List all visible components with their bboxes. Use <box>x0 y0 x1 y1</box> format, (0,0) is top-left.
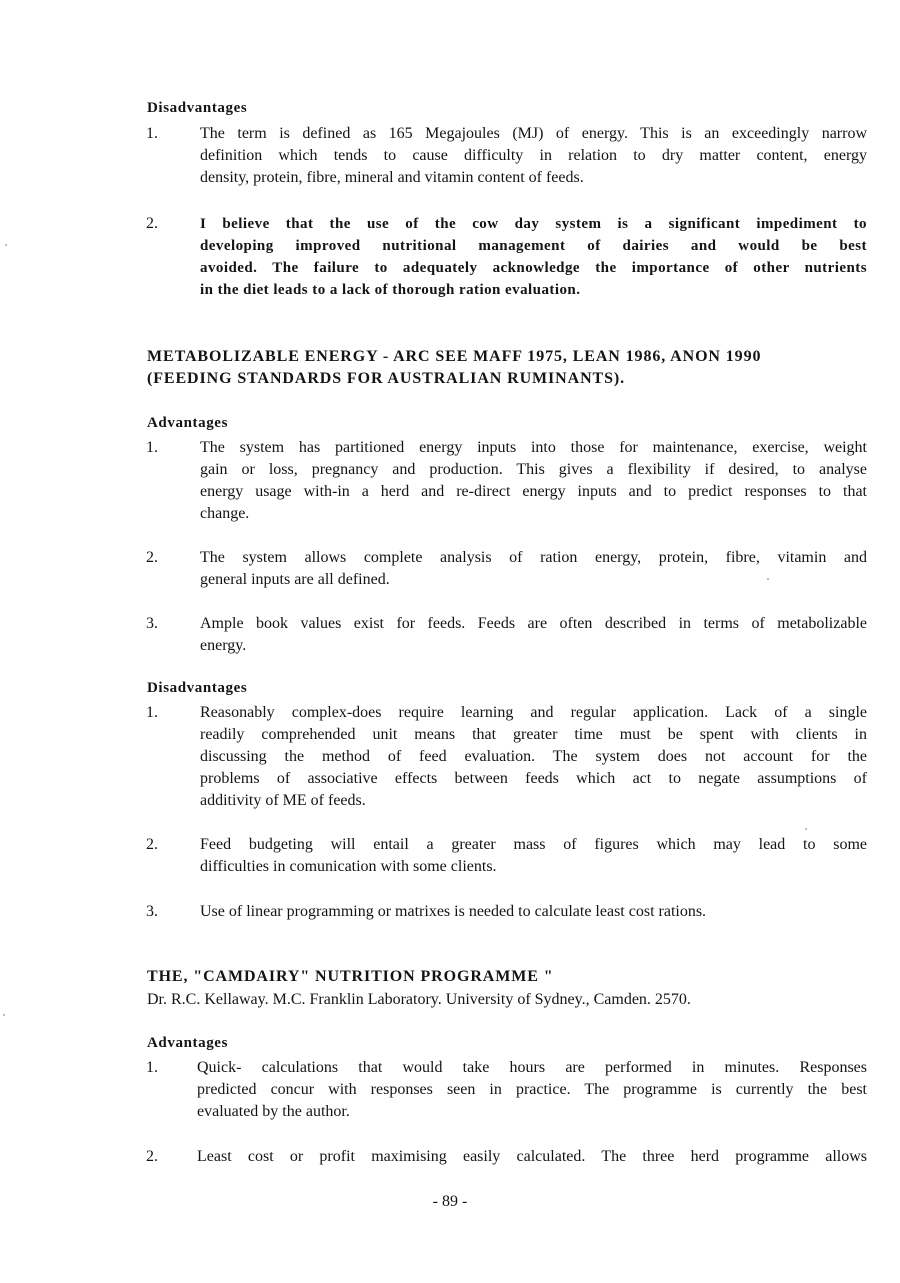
text-line: gain or loss, pregnancy and production. This gives a flexibility if desired, to analyse <box>200 461 867 478</box>
text-line: I believe that the use of the cow day system is a significant impediment to <box>200 216 867 232</box>
text-line: change. <box>200 505 250 522</box>
author-line: Dr. R.C. Kellaway. M.C. Franklin Laboratory. University of Sydney., Camden. 2570. <box>147 991 691 1008</box>
page-number: - 89 - <box>432 1193 468 1210</box>
text-line: definition which tends to cause difficulty in relation to dry matter content, energy <box>200 147 867 164</box>
item-number: 3. <box>146 615 158 632</box>
title-line: METABOLIZABLE ENERGY - ARC SEE MAFF 1975, LEAN 1986, ANON 1990 <box>147 348 762 365</box>
text-line: difficulties in comunication with some clients. <box>200 858 497 875</box>
item-text <box>197 1057 867 1123</box>
scan-speck <box>767 578 769 580</box>
item-number: 2. <box>146 215 158 232</box>
advantages-heading: Advantages <box>147 1035 229 1051</box>
text-line: discussing the method of feed evaluation. The system does not account for the <box>200 748 867 765</box>
item-number: 1. <box>146 1059 158 1076</box>
item-number: 1. <box>146 125 158 142</box>
text-line: evaluated by the author. <box>197 1103 350 1120</box>
item-text <box>200 702 867 812</box>
text-line: developing improved nutritional management of dairies and would be best <box>200 238 867 254</box>
item-number: 1. <box>146 439 158 456</box>
disadvantages-heading: Disadvantages <box>147 680 248 696</box>
text-line: predicted concur with responses seen in practice. The programme is currently the best <box>197 1081 867 1098</box>
item-number: 3. <box>146 903 158 920</box>
scan-speck <box>3 1014 5 1016</box>
text-line: The system has partitioned energy inputs into those for maintenance, exercise, weight <box>200 439 867 456</box>
item-text <box>200 613 867 657</box>
text-line: general inputs are all defined. <box>200 571 390 588</box>
item-number: 2. <box>146 836 158 853</box>
section-title-camdairy <box>147 966 867 988</box>
text-line: density, protein, fibre, mineral and vitamin content of feeds. <box>200 169 584 186</box>
text-line: Quick- calculations that would take hours are performed in minutes. Responses <box>197 1059 867 1076</box>
disadvantages-heading: Disadvantages <box>147 100 248 116</box>
text-line: in the diet leads to a lack of thorough ration evaluation. <box>200 282 581 298</box>
item-number: 1. <box>146 704 158 721</box>
item-text <box>200 834 867 878</box>
text-line: Reasonably complex-does require learning and regular application. Lack of a single <box>200 704 867 721</box>
text-line: readily comprehended unit means that greater time must be spent with clients in <box>200 726 867 743</box>
item-number: 2. <box>146 549 158 566</box>
item-number: 2. <box>146 1148 158 1165</box>
item-text <box>200 123 867 189</box>
text-line: The system allows complete analysis of ration energy, protein, fibre, vitamin and <box>200 549 867 566</box>
text-line: Use of linear programming or matrixes is needed to calculate least cost rations. <box>200 903 707 920</box>
text-line: Least cost or profit maximising easily calculated. The three herd programme allows <box>197 1148 867 1165</box>
item-text <box>200 547 867 591</box>
text-line: The term is defined as 165 Megajoules (MJ) of energy. This is an exceedingly narrow <box>200 125 867 142</box>
item-text <box>197 1146 867 1168</box>
text-line: avoided. The failure to adequately acknowledge the importance of other nutrients <box>200 260 867 276</box>
title-line: (FEEDING STANDARDS FOR AUSTRALIAN RUMINANTS). <box>147 370 626 387</box>
item-text <box>200 213 867 301</box>
section-title-metabolizable-energy <box>147 346 867 390</box>
title-line: THE, "CAMDAIRY" NUTRITION PROGRAMME " <box>147 968 554 985</box>
text-line: energy. <box>200 637 247 654</box>
text-line: Ample book values exist for feeds. Feeds are often described in terms of metabolizable <box>200 615 867 632</box>
text-line: additivity of ME of feeds. <box>200 792 366 809</box>
text-line: Feed budgeting will entail a greater mass of figures which may lead to some <box>200 836 867 853</box>
text-line: problems of associative effects between feeds which act to negate assumptions of <box>200 770 867 787</box>
item-text <box>200 901 867 923</box>
scan-speck <box>5 244 7 246</box>
item-text <box>200 437 867 525</box>
scan-speck <box>805 828 807 830</box>
text-line: energy usage with-in a herd and re-direct energy inputs and to predict responses to that <box>200 483 867 500</box>
advantages-heading: Advantages <box>147 415 229 431</box>
